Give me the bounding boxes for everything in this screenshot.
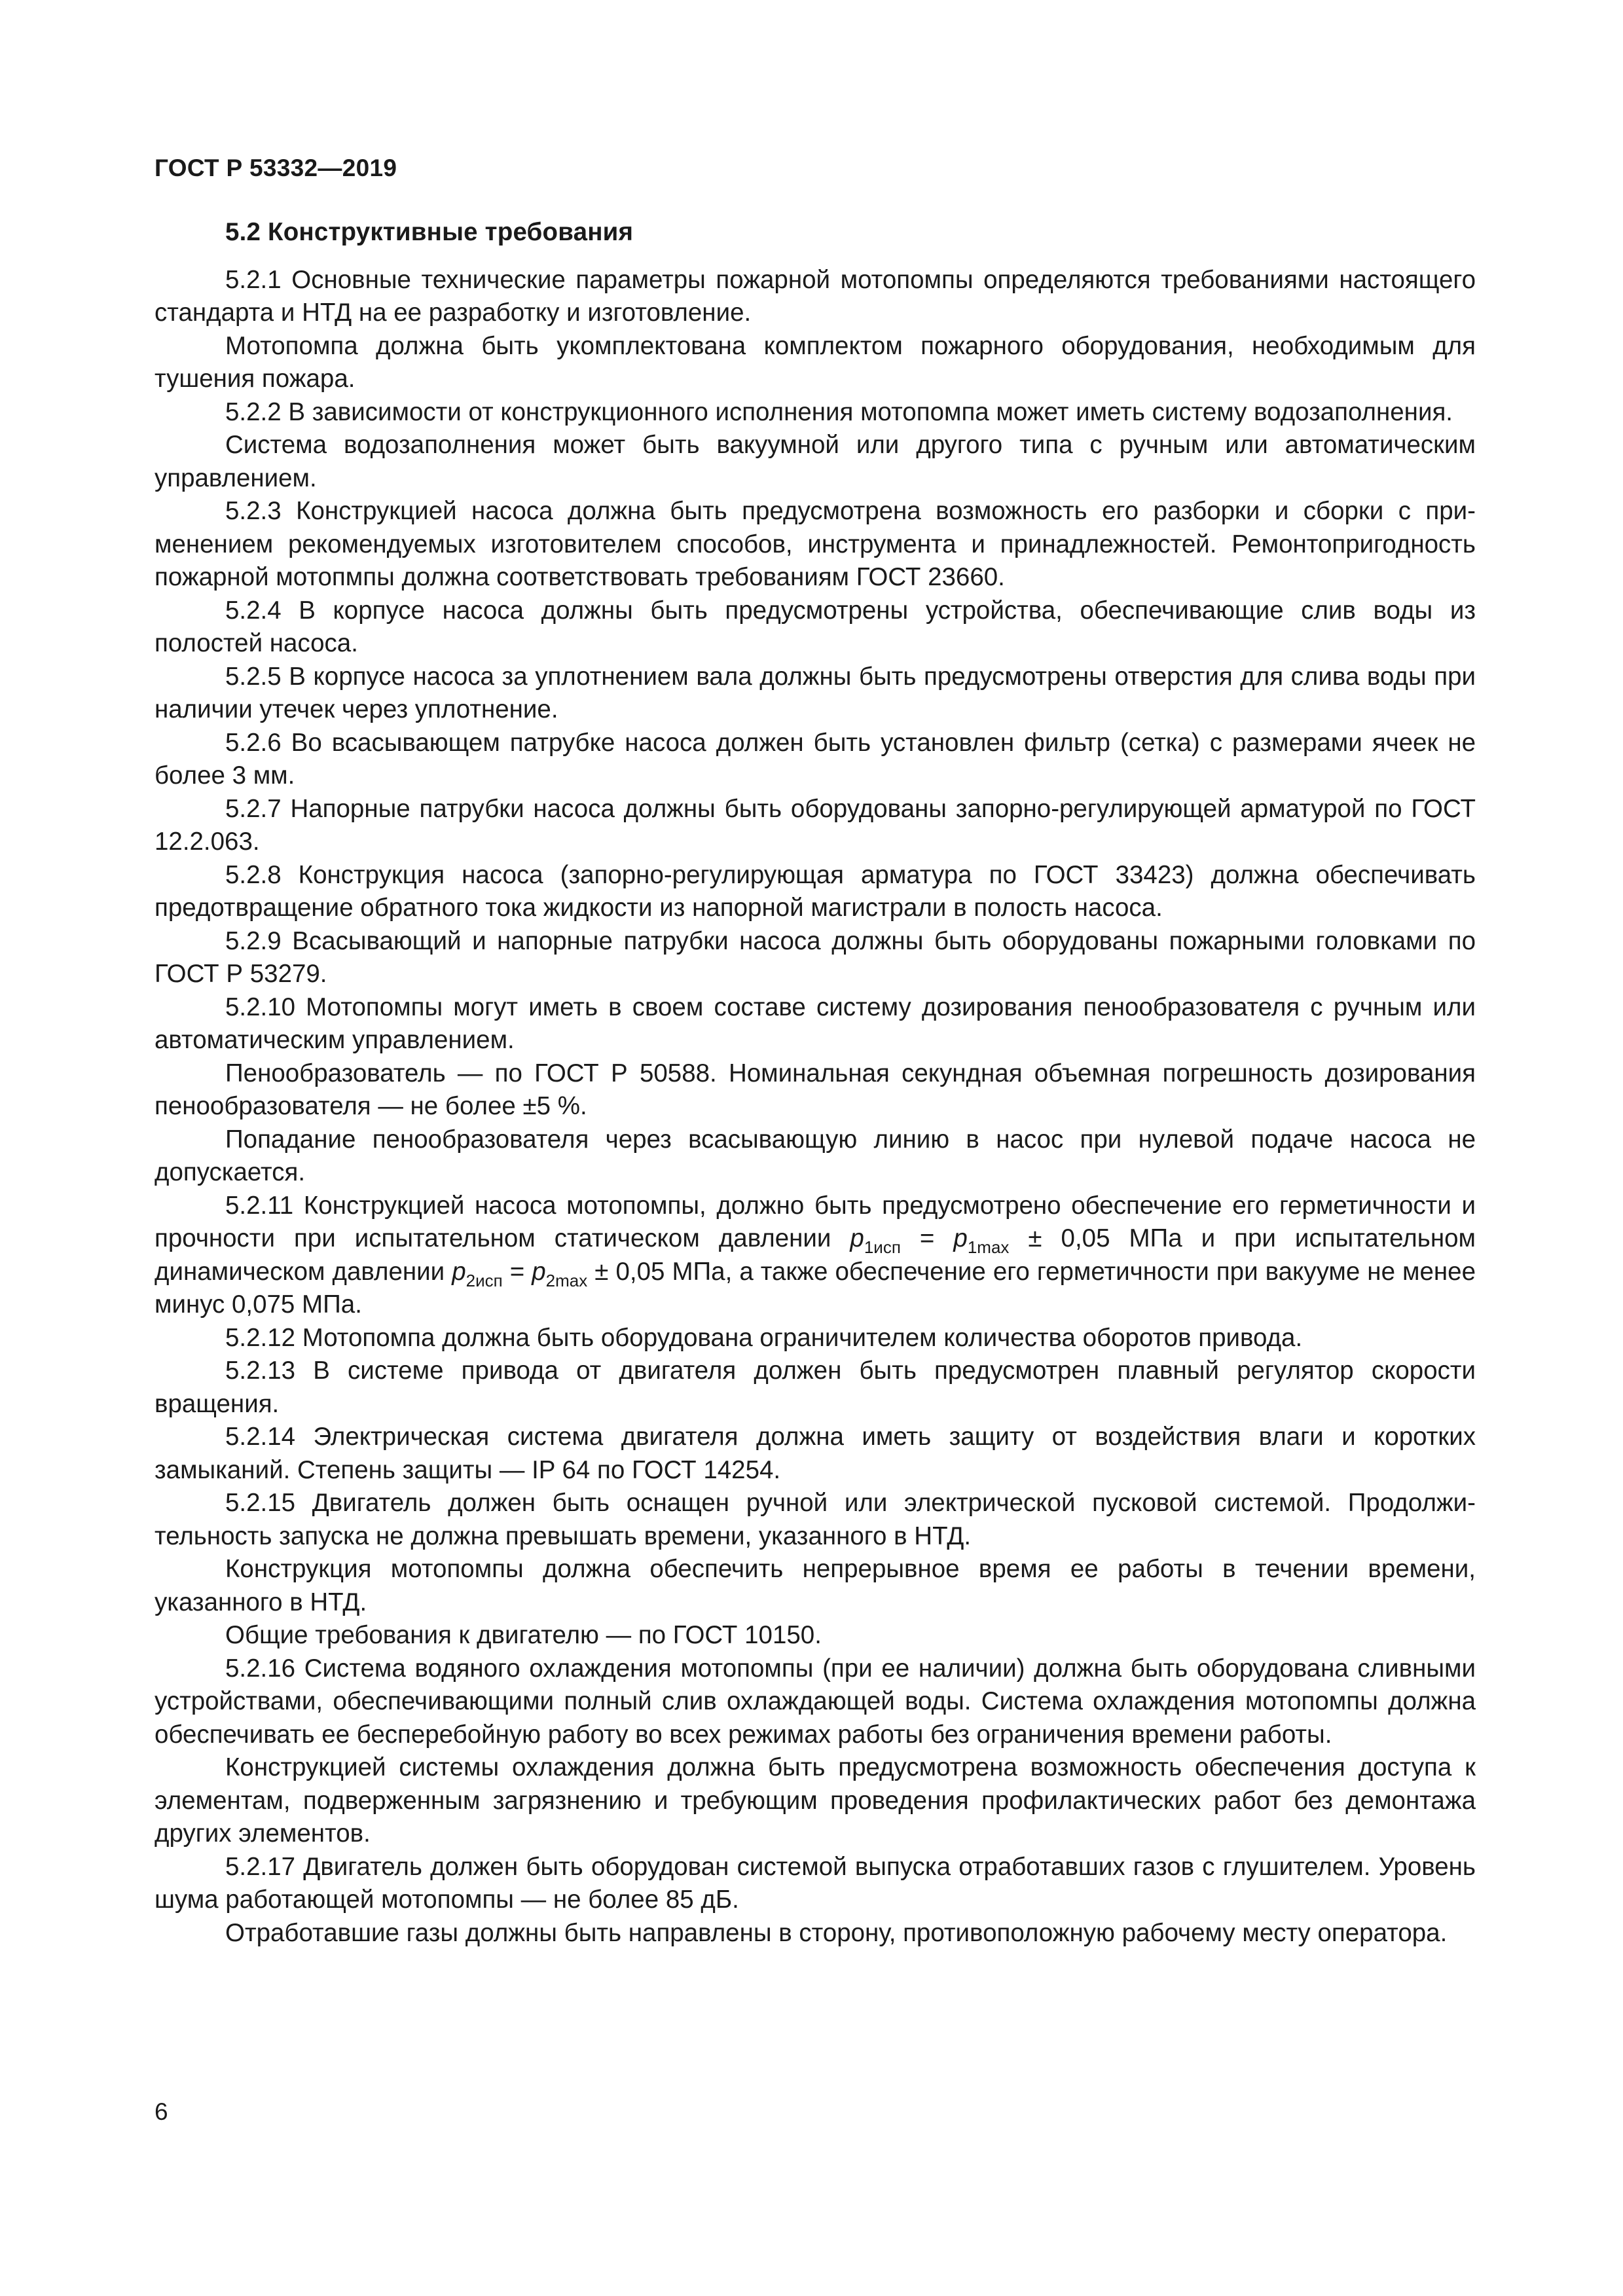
pressure-symbol: p [532,1257,546,1286]
paragraph-5-2-3: 5.2.3 Конструкцией насоса должна быть предусмотрена возможность его разборки и сборки с применением рекомендуемых изготовителем способов, инструмента и принадлежностей. Ремонтопригодность пожарной мотопмпы должна соответствовать требованиям ГОСТ 23660. [155,497,1476,591]
paragraph-5-2-14: 5.2.14 Электрическая система двигателя должна иметь защиту от воздействия влаги и коротких замыканий. Степень защиты — IP 64 по ГОСТ 14254. [155,1423,1476,1484]
paragraph: Система водозаполнения может быть вакуумной или другого типа с ручным или автоматическим управлением. [155,431,1476,492]
paragraph-5-2-11 [155,1190,1476,1322]
text-run: ± 0,05 МПа, а также обеспечение его герметичности при вакууме не менее минус 0,075 МПа. [155,1257,1476,1319]
paragraph-5-2-1: 5.2.1 Основные технические параметры пожарной мотопомпы определяются требованиями настоящего стандарта и НТД на ее разработку и изготовление. [155,265,1476,327]
paragraph-5-2-15: 5.2.15 Двигатель должен быть оснащен ручной или электрической пусковой системой. Продолжительность запуска не должна превышать времени, указанного в НТД. [155,1489,1476,1550]
paragraph: Попадание пенообразователя через всасывающую линию в насос при нулевой подаче насоса не допускается. [155,1125,1476,1186]
paragraph-5-2-12: 5.2.12 Мотопомпа должна быть оборудована ограничителем количества оборотов привода. [225,1323,1303,1352]
paragraph: Конструкцией системы охлаждения должна быть предусмотрена возможность обеспечения доступа к элементам, подверженным загрязнению и требующим проведения профилактических работ без демонтажа других элементов. [155,1753,1476,1848]
subscript: 1исп [864,1237,901,1257]
paragraph-5-2-6: 5.2.6 Во всасывающем патрубке насоса должен быть установлен фильтр (сетка) с размерами ячеек не более 3 мм. [155,728,1476,790]
text-run: 5.2.11 Конструкцией насоса мотопомпы, должно быть предусмотрено обеспечение его герметичности и прочности при испытательном статическом давлении [155,1191,1476,1252]
pressure-symbol: p [452,1257,466,1286]
page-number: 6 [155,2098,168,2125]
paragraph-5-2-4: 5.2.4 В корпусе насоса должны быть предусмотрены устройства, обеспечивающие слив воды из полостей насоса. [155,596,1476,657]
paragraph: Общие требования к двигателю — по ГОСТ 10150. [225,1621,822,1649]
subscript: 2max [545,1270,588,1290]
subscript: 2исп [465,1270,503,1290]
pressure-symbol: p [850,1224,864,1252]
paragraph-5-2-5: 5.2.5 В корпусе насоса за уплотнением вала должны быть предусмотрены отверстия для слива воды при наличии утечек через уплотнение. [155,662,1476,723]
equals-sign: = [502,1257,532,1286]
paragraph-5-2-8: 5.2.8 Конструкция насоса (запорно-регулирующая арматура по ГОСТ 33423) должна обеспечивать предотвращение обратного тока жидкости из напорной магистрали в полость насоса. [155,860,1476,922]
paragraph-5-2-17: 5.2.17 Двигатель должен быть оборудован системой выпуска отработавших газов с глушителем. Уровень шума работающей мотопомпы — не более 85 дБ. [155,1852,1476,1914]
section-title: 5.2 Конструктивные требования [225,218,634,246]
subscript: 1max [967,1237,1010,1257]
paragraph: Пенообразователь — по ГОСТ Р 50588. Номинальная секундная объемная погрешность дозирования пенообразователя — не более ±5 %. [155,1059,1476,1120]
paragraph-5-2-2: 5.2.2 В зависимости от конструкционного исполнения мотопомпа может иметь систему водозаполнения. [225,397,1453,426]
pressure-symbol: p [953,1224,968,1252]
document-body [155,216,1476,1950]
paragraph: Конструкция мотопомпы должна обеспечить непрерывное время ее работы в течении времени, указанного в НТД. [155,1555,1476,1616]
paragraph: Мотопомпа должна быть укомплектована комплектом пожарного оборудования, необходимым для тушения пожара. [155,331,1476,393]
paragraph: Отработавшие газы должны быть направлены в сторону, противоположную рабочему месту оператора. [225,1918,1448,1947]
paragraph-5-2-9: 5.2.9 Всасывающий и напорные патрубки насоса должны быть оборудованы пожарными головками по ГОСТ Р 53279. [155,926,1476,988]
paragraph-5-2-10: 5.2.10 Мотопомпы могут иметь в своем составе систему дозирования пенообразователя с ручным или автоматическим управлением. [155,993,1476,1054]
paragraph-5-2-13: 5.2.13 В системе привода от двигателя должен быть предусмотрен плавный регулятор скорости вращения. [155,1357,1476,1418]
equals-sign: = [900,1224,954,1252]
text-run: ± 0,05 МПа и при испытательном динамическом давлении [155,1224,1476,1286]
document-header: ГОСТ Р 53332—2019 [155,155,397,181]
paragraph-5-2-7: 5.2.7 Напорные патрубки насоса должны быть оборудованы запорно-регулирующей арматурой по ГОСТ 12.2.063. [155,794,1476,856]
paragraph-5-2-16: 5.2.16 Система водяного охлаждения мотопомпы (при ее наличии) должна быть оборудована сливными устройствами, обеспечивающими полный слив охлаждающей воды. Система охлаждения мотопомпы должна обеспечивать ее бесперебойную работу во всех режимах работы без ограничения времени работы. [155,1654,1476,1749]
